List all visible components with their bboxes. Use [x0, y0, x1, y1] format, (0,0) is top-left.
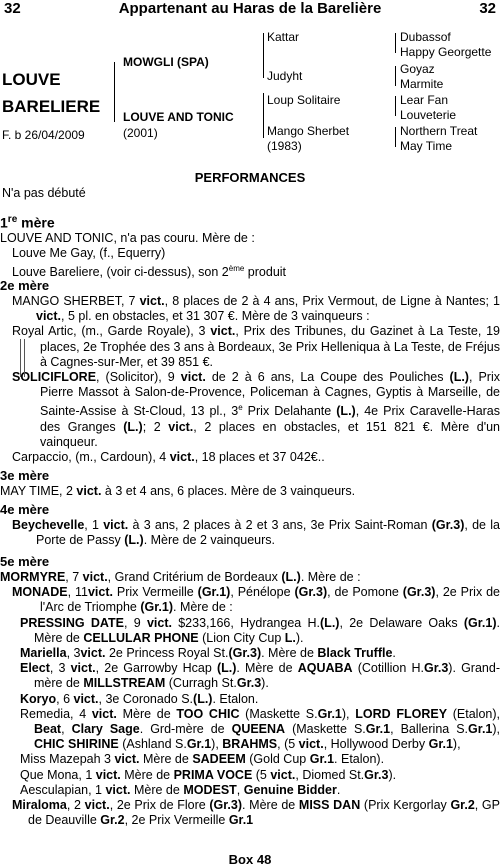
bold-run: vict. — [114, 752, 140, 767]
text-run: ). — [295, 630, 304, 645]
bold-run: TOO CHIC — [176, 706, 240, 721]
text-run: Mère de — [130, 782, 184, 797]
page-number-right: 32 — [479, 0, 496, 17]
text-run: (Etalon), — [447, 706, 500, 721]
rich-paragraph — [0, 450, 500, 465]
text-run: , 2e Prix Vermeille — [124, 813, 229, 828]
text-run: , Hollywood Derby — [323, 737, 429, 752]
bold-run: vict. — [146, 615, 172, 630]
text-run: , 3 — [49, 661, 71, 676]
bold-run: (L.) — [281, 570, 301, 584]
rich-paragraph — [0, 707, 500, 753]
text-run: de 2 à 6 ans, La Coupe des Pouliches — [205, 370, 450, 385]
rich-paragraph — [0, 692, 500, 707]
rich-paragraph — [0, 768, 500, 783]
section-4e-mere — [0, 502, 500, 548]
bold-run: MORMYRE — [0, 570, 66, 584]
text-run: . Mère de — [261, 646, 318, 661]
bold-run: PRESSING DATE — [20, 615, 124, 630]
bold-run: vict. — [36, 309, 62, 324]
pedigree-dam-dam: Mango Sherbet — [267, 124, 350, 138]
section-2e-mere — [0, 278, 500, 465]
bold-run: (L.) — [336, 404, 356, 419]
bold-run: Black Truffle — [317, 646, 393, 661]
bold-run: PRIMA VOCE — [173, 767, 253, 782]
pedigree-sire-sire: Kattar — [267, 30, 300, 44]
rich-paragraph — [0, 294, 500, 324]
horse-name — [2, 66, 100, 120]
bold-run: Gr.1 — [365, 722, 391, 737]
pedigree-sdd: Marmite — [400, 77, 444, 91]
box-number: Box 48 — [228, 852, 272, 867]
bold-run: (Gr.3) — [209, 798, 243, 813]
text-run: , 2e Garrowby Hcap — [95, 661, 217, 676]
text-run: . Mère de 2 vainqueurs. — [143, 533, 276, 548]
bold-run: LORD FLOREY — [355, 706, 448, 721]
text-run: . Etalon). — [334, 752, 385, 767]
bold-run: Gr.1 — [468, 722, 493, 737]
rich-paragraph — [0, 783, 500, 798]
rich-paragraph — [0, 752, 500, 767]
bold-run: vict. — [105, 782, 131, 797]
horse-name-line2: BARELIERE — [2, 97, 101, 116]
bold-run: Clary Sage — [71, 722, 140, 737]
bold-run: Elect — [20, 661, 50, 676]
section-heading: 4e mère — [0, 502, 50, 517]
bold-run: MODEST — [183, 782, 237, 797]
rich-paragraph — [0, 616, 500, 646]
text-run: (Curragh St. — [165, 676, 237, 691]
bold-run: vict. — [168, 419, 194, 434]
text-run: , Prix des Tribunes, du Gazinet à La Teste, 19 places, 2e Trophée des 3 ans à Bordeaux, 3e Prix Helleniqua à La Teste, de Fréjus à Cagnes-sur-Mer, et 39 851 €. — [40, 324, 500, 369]
text-run: , 11 — [67, 585, 88, 600]
text-run: . — [336, 782, 341, 797]
pedigree-bracket-gen3-2 — [395, 66, 396, 86]
performances-text: N'a pas débuté — [2, 186, 86, 200]
bold-run: vict. — [139, 294, 165, 308]
bold-run: (L.) — [216, 661, 237, 676]
text-run: à 3 et 4 ans, 6 places. Mère de 3 vainqueurs. — [101, 484, 356, 498]
performances-heading: PERFORMANCES — [194, 170, 306, 185]
bold-run: vict. — [84, 798, 110, 813]
text-run: , 3 — [66, 646, 81, 661]
rich-paragraph — [0, 518, 500, 548]
text-run: ), — [341, 706, 356, 721]
indent-line — [24, 339, 25, 377]
text-run: , Pénélope — [230, 585, 295, 600]
bold-run: (Gr.3) — [402, 585, 436, 600]
bold-run: vict. — [95, 767, 121, 782]
bold-run: Gr.2 — [100, 813, 125, 828]
bold-run: Gr.1 — [186, 737, 212, 752]
text-run: . Mère de : — [300, 570, 361, 584]
text-run: . Grd-mère de — [139, 722, 232, 737]
pedigree-sire-dam: Judyht — [267, 69, 303, 83]
text-run: Aesculapian, 1 — [20, 782, 106, 797]
bold-run: Gr.1 — [228, 813, 254, 828]
bold-run: MISS DAN — [298, 798, 361, 813]
text-run: . Mère de — [236, 661, 298, 676]
text-run: (Lion City Cup — [198, 630, 285, 645]
text-run: ), — [492, 722, 500, 737]
bold-run: L. — [284, 630, 296, 645]
pedigree-dss: Lear Fan — [400, 93, 449, 107]
bold-run: Gr.1 — [317, 706, 342, 721]
text-run: (Prix Kergorlay — [360, 798, 451, 813]
text-run: , Ballerina S. — [390, 722, 469, 737]
section-5e-mere — [0, 554, 500, 828]
text-run: , de la Porte de Passy — [36, 518, 500, 548]
bold-run: (Gr.3) — [294, 585, 328, 600]
rich-paragraph — [0, 585, 500, 615]
text-run: . Mère de : — [173, 600, 233, 615]
text-run: Mère de — [139, 752, 193, 767]
text-run: (Ashland S. — [118, 737, 187, 752]
pedigree-dam: LOUVE AND TONIC — [123, 110, 234, 124]
text-run: . — [392, 646, 396, 661]
bold-run: QUEENA — [231, 722, 286, 737]
pedigree-bracket-gen2-dam — [263, 93, 264, 138]
rich-paragraph — [0, 484, 500, 499]
text-run: Miss Mazepah 3 — [20, 752, 115, 767]
text-run: Royal Artic, (m., Garde Royale), 3 — [12, 324, 211, 339]
text-run: , 2e Prix de Flore — [109, 798, 210, 813]
bold-run: Gr.3 — [364, 767, 389, 782]
text-run: $233,166, Hydrangea H. — [171, 615, 321, 630]
bold-run: (Gr.3) — [431, 518, 465, 532]
bold-run: vict. — [91, 706, 117, 721]
text-run: Mère de — [116, 706, 177, 721]
bold-run: AQUABA — [297, 661, 353, 676]
text-run: , 3e Coronado S. — [98, 691, 194, 706]
pedigree-dam-sire: Loup Solitaire — [267, 93, 341, 107]
indent-line — [20, 339, 21, 377]
text-run: (Cotillion H. — [352, 661, 424, 676]
pedigree-sds: Goyaz — [400, 62, 435, 76]
section-1re-mere — [0, 212, 500, 280]
pedigree-sss: Dubassof — [400, 30, 451, 44]
bold-run: vict. — [270, 767, 296, 782]
bold-run: Miraloma — [12, 798, 67, 813]
page-number-left: 32 — [4, 0, 21, 17]
bold-run: CELLULAR PHONE — [83, 630, 199, 645]
text-run: (Maskette S. — [239, 706, 318, 721]
heading-rest: mère — [17, 214, 55, 231]
pedigree-bracket-gen2-sire — [263, 33, 264, 78]
pedigree-dam-year: (2001) — [123, 126, 158, 140]
text-run: , 1 — [84, 518, 104, 532]
bold-run: (L.) — [193, 691, 213, 706]
text-run: , 5 pl. en obstacles, et 31 307 €. Mère de 3 vainqueurs : — [61, 309, 370, 324]
bold-run: Beychevelle — [12, 518, 85, 532]
rich-paragraph — [0, 798, 500, 828]
bold-run: CHIC SHIRINE — [34, 737, 119, 752]
text-run: , 6 — [56, 691, 74, 706]
text-run: . Mère de — [242, 798, 299, 813]
text-run: . Mère de — [34, 615, 500, 645]
bold-run: (Gr.1) — [140, 600, 173, 615]
text-run: Prix Delahante — [242, 404, 337, 419]
bold-run: Gr.3 — [423, 661, 449, 676]
text-run: Remedia, 4 — [20, 706, 92, 721]
text-run: ; 2 — [142, 419, 169, 434]
pedigree-bracket-gen3-1 — [395, 33, 396, 53]
horse-info: F. b 26/04/2009 — [2, 128, 85, 142]
section-heading — [0, 212, 500, 231]
bold-run: Gr.1 — [309, 752, 335, 767]
text-run: (Maskette S. — [285, 722, 366, 737]
text-run: (5 — [252, 767, 271, 782]
text-run: Mère de — [120, 767, 174, 782]
text-run: , — [236, 782, 244, 797]
sup-run: e — [238, 403, 243, 413]
pedigree-bracket-gen3-3 — [395, 96, 396, 116]
pedigree-dsd: Louveterie — [400, 108, 457, 122]
text-run: 2e Princess Royal St. — [105, 646, 229, 661]
bold-run: vict. — [82, 570, 108, 584]
bold-run: vict. — [103, 518, 129, 532]
bold-run: MILLSTREAM — [83, 676, 166, 691]
text-run: MAY TIME, 2 — [0, 484, 77, 498]
bold-run: Gr.2 — [450, 798, 475, 813]
text-run: ), — [452, 737, 461, 752]
text-run: , GP de Deauville — [28, 798, 500, 828]
bold-run: Koryo — [20, 691, 57, 706]
bold-run: Genuine Bidder — [243, 782, 337, 797]
bold-run: vict. — [73, 691, 99, 706]
bold-run: Gr.1 — [428, 737, 453, 752]
text-run: , Diomed St. — [295, 767, 365, 782]
bold-run: (Gr.3) — [228, 646, 262, 661]
pedigree-ssd: Happy Georgette — [400, 45, 492, 59]
produce-sup: ème — [228, 264, 245, 274]
bold-run: MONADE — [12, 585, 68, 600]
bold-run: vict. — [87, 585, 113, 600]
text-run: , 2 places en obstacles, et 151 821 €. Mère d'un vainqueur. — [40, 419, 500, 449]
bold-run: vict. — [210, 324, 236, 339]
heading-sup: re — [7, 214, 18, 225]
text-run: Prix Vermeille — [112, 585, 198, 600]
produce-text: Louve Bareliere, (voir ci-dessus), son 2 — [12, 265, 229, 280]
heading-number: 1 — [0, 214, 8, 231]
section-3e-mere — [0, 468, 500, 499]
produce-line: Louve Me Gay, (f., Equerry) — [12, 245, 166, 260]
bold-run: vict. — [80, 646, 106, 661]
bold-run: SOLICIFLORE — [12, 370, 97, 385]
text-run: MANGO SHERBET, 7 — [12, 294, 140, 308]
bold-run: (Gr.1) — [463, 615, 497, 630]
bold-run: (Gr.1) — [197, 585, 231, 600]
text-run: ), — [211, 737, 223, 752]
text-run: , Prix Pierre Massot à Salon-de-Provence, Policeman à Cagnes, Gyptis à Marseille, de Sainte-Assise à St-Cloud, 13 pl., 3 — [40, 370, 500, 419]
text-run: à 3 ans, 2 places à 2 et 3 ans, 3e Prix Saint-Roman — [128, 518, 432, 532]
text-run: ). — [388, 767, 397, 782]
horse-name-line1: LOUVE — [2, 70, 61, 89]
page-title: Appartenant au Haras de la Barelière — [118, 0, 382, 17]
text-run: , — [61, 722, 72, 737]
text-run: , 4e Prix Caravelle-Haras des Granges — [40, 404, 500, 434]
dam-line: LOUVE AND TONIC, n'a pas couru. Mère de : — [0, 230, 255, 245]
pedigree-dam-dam-year: (1983) — [267, 139, 302, 153]
text-run: , 2e Prix de l'Arc de Triomphe — [40, 585, 500, 615]
text-run: ). Grand-mère de — [34, 661, 500, 691]
text-run: , 2e Delaware Oaks — [339, 615, 464, 630]
pedigree-ddd: May Time — [400, 139, 453, 153]
bold-run: (L.) — [123, 419, 143, 434]
text-run: Que Mona, 1 — [20, 767, 96, 782]
bold-run: (L.) — [320, 615, 340, 630]
rich-paragraph — [0, 570, 500, 585]
text-run: , Grand Critérium de Bordeaux — [107, 570, 282, 584]
text-run: , de Pomone — [327, 585, 403, 600]
rich-paragraph — [0, 661, 500, 691]
pedigree-sire: MOWGLI (SPA) — [123, 55, 209, 69]
bold-run: Gr.3 — [236, 676, 262, 691]
section-heading: 3e mère — [0, 468, 50, 483]
pedigree-bracket-gen1 — [114, 62, 115, 122]
bold-run: vict. — [180, 370, 206, 385]
text-run: , (5 — [277, 737, 299, 752]
rich-paragraph — [0, 324, 500, 370]
rich-paragraph — [0, 646, 500, 661]
text-run: , 2 — [66, 798, 85, 813]
text-run: , 9 — [123, 615, 147, 630]
bold-run: vict. — [298, 737, 324, 752]
text-run: . Etalon. — [212, 691, 259, 706]
text-run: ). — [261, 676, 269, 691]
text-run: , 7 — [65, 570, 83, 584]
text-run: , 8 places de 2 à 4 ans, Prix Vermout, de Ligne à Nantes; 1 — [164, 294, 500, 308]
bold-run: (L.) — [124, 533, 144, 548]
bold-run: SADEEM — [192, 752, 246, 767]
bold-run: vict. — [169, 450, 195, 465]
text-run: , 18 places et 37 042€.. — [194, 450, 325, 465]
text-run: (Gold Cup — [245, 752, 310, 767]
section-heading: 2e mère — [0, 278, 50, 293]
text-run: , (Solicitor), 9 — [96, 370, 181, 385]
pedigree-dds: Northern Treat — [400, 124, 478, 138]
page-header — [0, 0, 500, 22]
section-heading: 5e mère — [0, 554, 50, 569]
pedigree-bracket-gen3-4 — [395, 127, 396, 147]
text-run: Carpaccio, (m., Cardoun), 4 — [12, 450, 170, 465]
rich-paragraph — [0, 370, 500, 450]
produce-text: produit — [244, 265, 287, 280]
bold-run: vict. — [76, 484, 102, 498]
bold-run: Beat — [34, 722, 62, 737]
bold-run: vict. — [70, 661, 96, 676]
bold-run: Mariella — [20, 646, 67, 661]
bold-run: BRAHMS — [222, 737, 278, 752]
bold-run: (L.) — [449, 370, 469, 385]
